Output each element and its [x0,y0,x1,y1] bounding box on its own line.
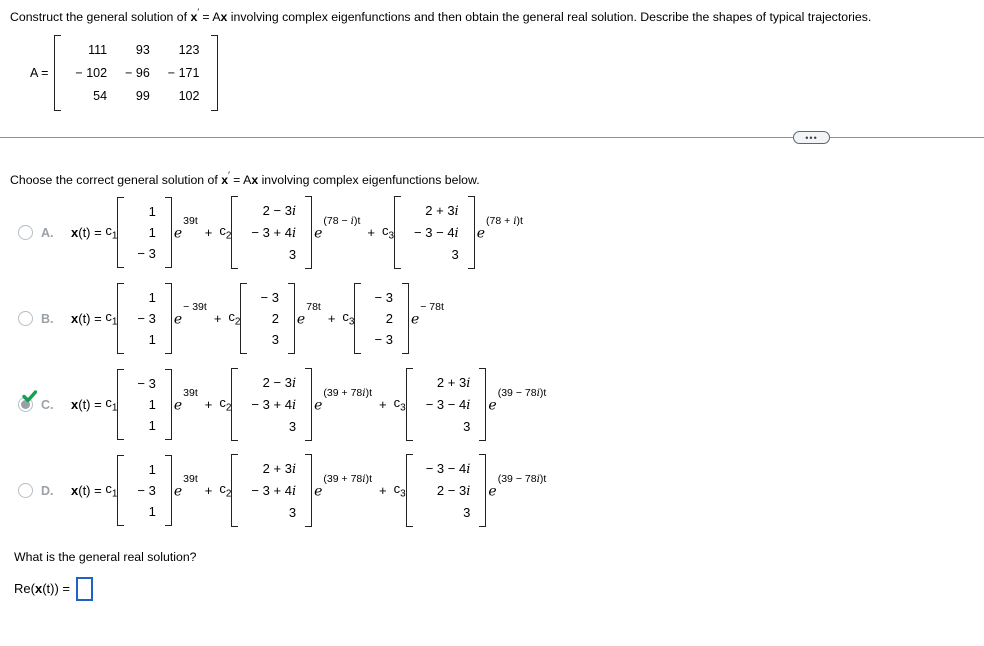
coefficient-c2: $c_2$ [228,309,241,328]
vector-entry: 1 [148,462,156,478]
vector-entries [238,368,305,441]
column-vector [406,368,487,441]
imaginary-unit: i [513,215,517,228]
exponent: − 78t [420,301,444,314]
exponential-term [476,215,523,242]
vector-entry: 3 [463,505,471,521]
matrix-a-grid [61,35,211,111]
re-label-text: (t)) = [42,581,70,597]
option-formula-a [71,196,522,269]
vector-bracket-left [231,196,238,269]
exponent: 39t [183,387,198,400]
vector-entry: 2 + 3i [436,375,471,392]
option-letter-a: A. [41,225,54,240]
imaginary-unit: i [362,387,366,400]
vector-entry: − 3 [374,290,393,306]
imaginary-unit: i [536,473,540,486]
vector-entry: − 3 − 4i [425,397,471,414]
radio-wrap-d [18,483,33,498]
x-of-t-label: x(t) = [71,483,106,499]
vector-entry: 3 [288,247,297,263]
vector-entry: 2 − 3i [262,375,297,392]
plus-sign: + [204,483,213,499]
exponential-term [314,473,373,500]
plus-sign: + [379,483,387,499]
vector-entry: 3 [451,247,459,263]
vector-bracket-right [305,196,312,269]
x-of-t-label: x(t) = [71,397,106,413]
math-x-bold: x [71,483,79,499]
column-vector [117,369,171,440]
euler-e: e [314,225,323,242]
euler-e: e [314,397,323,414]
vector-entries [124,197,164,268]
matrix-cell: 99 [135,89,150,104]
exponential-term [173,215,198,242]
option-formula-d [71,454,545,527]
prime-symbol: ′ [197,7,199,17]
plus-sign: + [213,311,222,327]
vector-entry: 1 [148,204,156,220]
re-x-label [14,581,70,596]
vector-entry: − 3 [137,246,156,262]
coefficient-subscript: 2 [225,230,232,242]
imaginary-unit: i [466,484,471,500]
vector-bracket-right [479,454,486,527]
vector-entry: 2 + 3i [425,203,459,220]
matrix-cell: 102 [178,89,200,104]
matrix-cell: − 102 [75,66,108,81]
plus-sign: + [204,397,213,413]
option-formula-c [71,368,545,441]
euler-e: e [476,225,486,242]
vector-bracket-left [117,455,124,526]
coefficient-c3: $c_3$ [393,481,406,500]
coefficient-subscript: 2 [234,316,241,328]
vector-bracket-left [117,369,124,440]
math-x-bold: x [71,311,79,327]
vector-entry: − 3 [137,483,156,499]
vector-bracket-left [406,454,413,527]
math-x-bold: x [34,581,43,597]
vector-entries [247,283,287,354]
math-x-bold: x [251,173,259,188]
imaginary-unit: i [291,204,297,220]
option-letter-c: C. [41,397,54,412]
column-vector [394,196,475,269]
vector-entry: − 3 + 4i [251,397,297,414]
coefficient-subscript: 1 [111,316,118,328]
vector-entry: 1 [148,332,156,348]
vector-bracket-left [354,283,361,354]
problem-title [10,8,974,25]
vector-entry: − 3 − 4i [425,461,471,478]
question-text: involving complex eigenfunctions below. [258,173,480,188]
euler-e: e [173,311,183,328]
exponential-term [173,473,198,500]
exponential-term [410,301,444,328]
exponent: 78t [306,301,321,314]
exponent: (39 − 78i)t [497,473,547,486]
column-vector [406,454,487,527]
vector-entries [238,196,305,269]
vector-bracket-right [305,454,312,527]
vector-bracket-right [165,369,172,440]
vector-bracket-right [402,283,409,354]
options-list [0,190,984,534]
coefficient-c1: $c_1$ [105,395,118,414]
vector-entry: 1 [148,290,156,306]
math-x-bold: x [220,10,228,25]
option-letter-b: B. [41,311,54,326]
column-vector [354,283,408,354]
vector-entries [401,196,468,269]
exponential-term [488,387,547,414]
plus-sign: + [327,311,336,327]
imaginary-unit: i [454,204,459,220]
column-vector [117,283,171,354]
euler-e: e [410,311,420,328]
exponential-term [314,215,361,242]
imaginary-unit: i [291,376,297,392]
vector-entry: − 3 + 4i [251,483,297,500]
euler-e: e [173,397,183,414]
euler-e: e [173,483,183,500]
coefficient-c3: $c_3$ [342,309,355,328]
vector-entry: − 3 [137,376,156,392]
section-divider [0,131,984,145]
vector-bracket-right [165,283,172,354]
title-text: = A [199,10,221,25]
vector-entry: − 3 [374,332,393,348]
radio-wrap-b [18,311,33,326]
vector-entry: 1 [148,397,156,413]
coefficient-c2: $c_2$ [219,395,232,414]
coefficient-c3: $c_3$ [393,395,406,414]
exponential-term [296,301,321,328]
math-x-bold: x [190,10,198,25]
vector-entries [124,283,164,354]
imaginary-unit: i [466,376,471,392]
option-b [0,276,984,362]
option-formula-b [71,283,443,354]
vector-entries [361,283,401,354]
option-letter-d: D. [41,483,54,498]
vector-entry: 3 [271,332,279,348]
imaginary-unit: i [466,398,471,414]
vector-entry: − 3 − 4i [414,225,459,242]
vector-entry: 1 [148,504,156,520]
math-x-bold: x [221,173,229,188]
matrix-cell: 111 [88,43,108,58]
vector-bracket-right [165,197,172,268]
column-vector [117,455,171,526]
vector-entries [124,455,164,526]
real-solution-question: What is the general real solution? [14,549,197,564]
exponent: 39t [183,473,198,486]
euler-e: e [173,225,183,242]
coefficient-subscript: 1 [111,488,118,500]
imaginary-unit: i [466,462,471,478]
vector-entries [124,369,164,440]
imaginary-unit: i [362,473,366,486]
coefficient-subscript: 3 [388,230,395,242]
matrix-a-body [54,35,218,111]
coefficient-c2: $c_2$ [219,481,232,500]
imaginary-unit: i [291,226,297,242]
math-x-bold: x [71,225,79,241]
vector-bracket-left [231,368,238,441]
euler-e: e [488,397,497,414]
imaginary-unit: i [291,462,297,478]
vector-bracket-left [117,283,124,354]
matrix-cell: 93 [135,43,150,58]
math-x-bold: x [71,397,79,413]
vector-bracket-right [468,196,475,269]
coefficient-c1: $c_1$ [105,309,118,328]
vector-entry: − 3 [260,290,279,306]
radio-option-a[interactable] [18,225,33,240]
matrix-cell: − 171 [167,66,200,81]
coefficient-subscript: 3 [348,316,355,328]
exponential-term [314,387,373,414]
vector-entry: 1 [148,225,156,241]
matrix-bracket-left [54,35,61,111]
prime-symbol: ′ [228,170,230,181]
vector-bracket-left [240,283,247,354]
matrix-a [30,35,984,111]
imaginary-unit: i [291,484,297,500]
vector-entries [238,454,305,527]
coefficient-c1: $c_1$ [105,481,118,500]
exponent: (39 − 78i)t [497,387,547,400]
column-vector [231,454,312,527]
vector-entry: 2 [385,311,393,327]
vector-entry: 3 [288,505,297,521]
option-d [0,448,984,534]
matrix-cell: 123 [178,43,200,58]
vector-entry: 3 [288,419,297,435]
exercise-page [0,8,984,646]
imaginary-unit: i [350,215,354,228]
coefficient-c1: $c_1$ [105,223,118,242]
radio-wrap-a [18,225,33,240]
coefficient-subscript: 1 [111,402,118,414]
vector-bracket-right [479,368,486,441]
column-vector [231,196,312,269]
coefficient-subscript: 3 [400,402,406,414]
exponential-term [173,387,198,414]
answer-input-box[interactable] [76,577,93,601]
vector-entries [413,454,480,527]
exponential-term [173,301,207,328]
coefficient-subscript: 2 [225,488,232,500]
exponent: − 39t [183,301,207,314]
coefficient-c3: $c_3$ [381,223,395,242]
title-text: involving complex eigenfunctions and then obtain the general real solution. Describe the shapes of typical trajectories. [227,10,872,25]
vector-entry: 3 [463,419,471,435]
vector-bracket-left [231,454,238,527]
vector-bracket-right [288,283,295,354]
exponent: (39 + 78i)t [323,473,373,486]
more-options-button[interactable]: ••• [793,131,830,144]
exponent: (78 − i)t [323,215,361,228]
vector-entry: 2 − 3i [436,483,471,500]
vector-bracket-right [305,368,312,441]
x-of-t-label: x(t) = [71,311,106,327]
radio-option-b[interactable] [18,311,33,326]
vector-entry: 1 [148,418,156,434]
exponent: (39 + 78i)t [323,387,373,400]
x-of-t-label: x(t) = [71,225,106,241]
option-c [0,362,984,448]
option-a [0,190,984,276]
vector-bracket-left [394,196,401,269]
radio-option-d[interactable] [18,483,33,498]
exponential-term [488,473,547,500]
choice-question [10,171,984,187]
radio-wrap-c [18,397,33,412]
coefficient-subscript: 2 [225,402,232,414]
column-vector [117,197,171,268]
imaginary-unit: i [454,226,459,242]
vector-bracket-left [117,197,124,268]
re-label-text: Re( [14,581,35,597]
euler-e: e [488,483,497,500]
matrix-a-label: A = [30,66,49,81]
column-vector [240,283,294,354]
vector-entry: − 3 + 4i [251,225,297,242]
coefficient-c2: $c_2$ [219,223,232,242]
coefficient-subscript: 1 [111,230,118,242]
plus-sign: + [379,397,387,413]
question-text: Choose the correct general solution of [10,173,222,188]
plus-sign: + [367,225,375,241]
euler-e: e [314,483,323,500]
vector-entries [413,368,480,441]
question-text: = A [229,173,252,188]
vector-bracket-left [406,368,413,441]
exponent: 39t [183,215,198,228]
real-solution-answer-row [14,577,984,601]
title-text: Construct the general solution of [10,10,191,25]
vector-entry: 2 + 3i [262,461,297,478]
column-vector [231,368,312,441]
vector-entry: 2 − 3i [262,203,297,220]
matrix-cell: 54 [93,89,108,104]
vector-bracket-right [165,455,172,526]
matrix-cell: − 96 [125,66,150,81]
coefficient-subscript: 3 [400,488,406,500]
imaginary-unit: i [536,387,540,400]
imaginary-unit: i [291,398,297,414]
euler-e: e [296,311,306,328]
exponent: (78 + i)t [486,215,523,228]
matrix-bracket-right [211,35,218,111]
vector-entry: − 3 [137,311,156,327]
plus-sign: + [204,225,213,241]
vector-entry: 2 [271,311,279,327]
correct-check-icon [22,390,37,403]
